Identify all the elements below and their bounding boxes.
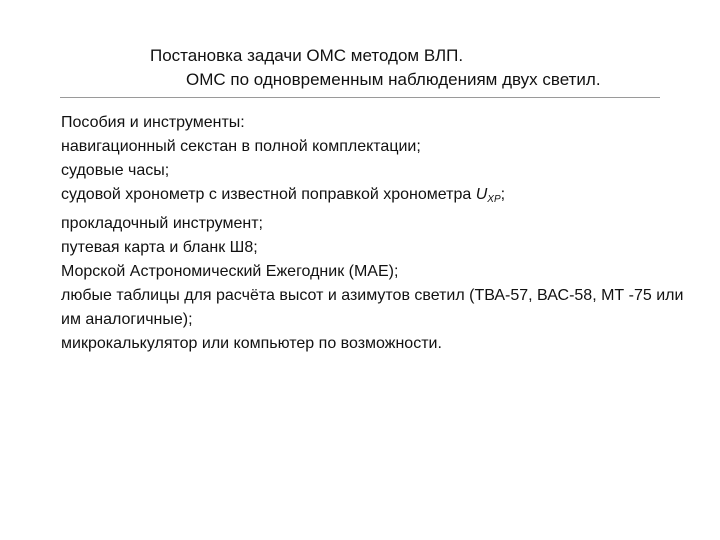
- list-item: Морской Астрономический Ежегодник (МАЕ);: [61, 263, 399, 280]
- body-text: [61, 111, 701, 356]
- list-item-punctuation: ;: [500, 186, 506, 203]
- list-item-chronometer: [61, 183, 701, 212]
- list-item: судовые часы;: [61, 162, 170, 179]
- list-item: прокладочный инструмент;: [61, 215, 263, 232]
- title-divider: [60, 97, 660, 98]
- chronometer-correction-symbol: U: [475, 186, 488, 203]
- list-item: микрокалькулятор или компьютер по возможности.: [61, 335, 442, 352]
- chronometer-correction-subscript: ХР: [487, 194, 501, 205]
- slide-title: [150, 44, 601, 92]
- title-line-2: ОМС по одновременным наблюдениям двух светил.: [186, 70, 601, 89]
- title-line-1: Постановка задачи ОМС методом ВЛП.: [150, 46, 464, 65]
- list-item: любые таблицы для расчёта высот и азимутов светил (ТВА-57, ВАС-58, МТ -75 или им аналогичные);: [61, 287, 684, 328]
- list-heading: Пособия и инструменты:: [61, 114, 245, 131]
- list-item: навигационный секстан в полной комплектации;: [61, 138, 421, 155]
- list-item-text: судовой хронометр с известной поправкой хронометра: [61, 186, 476, 203]
- list-item: путевая карта и бланк Ш8;: [61, 239, 258, 256]
